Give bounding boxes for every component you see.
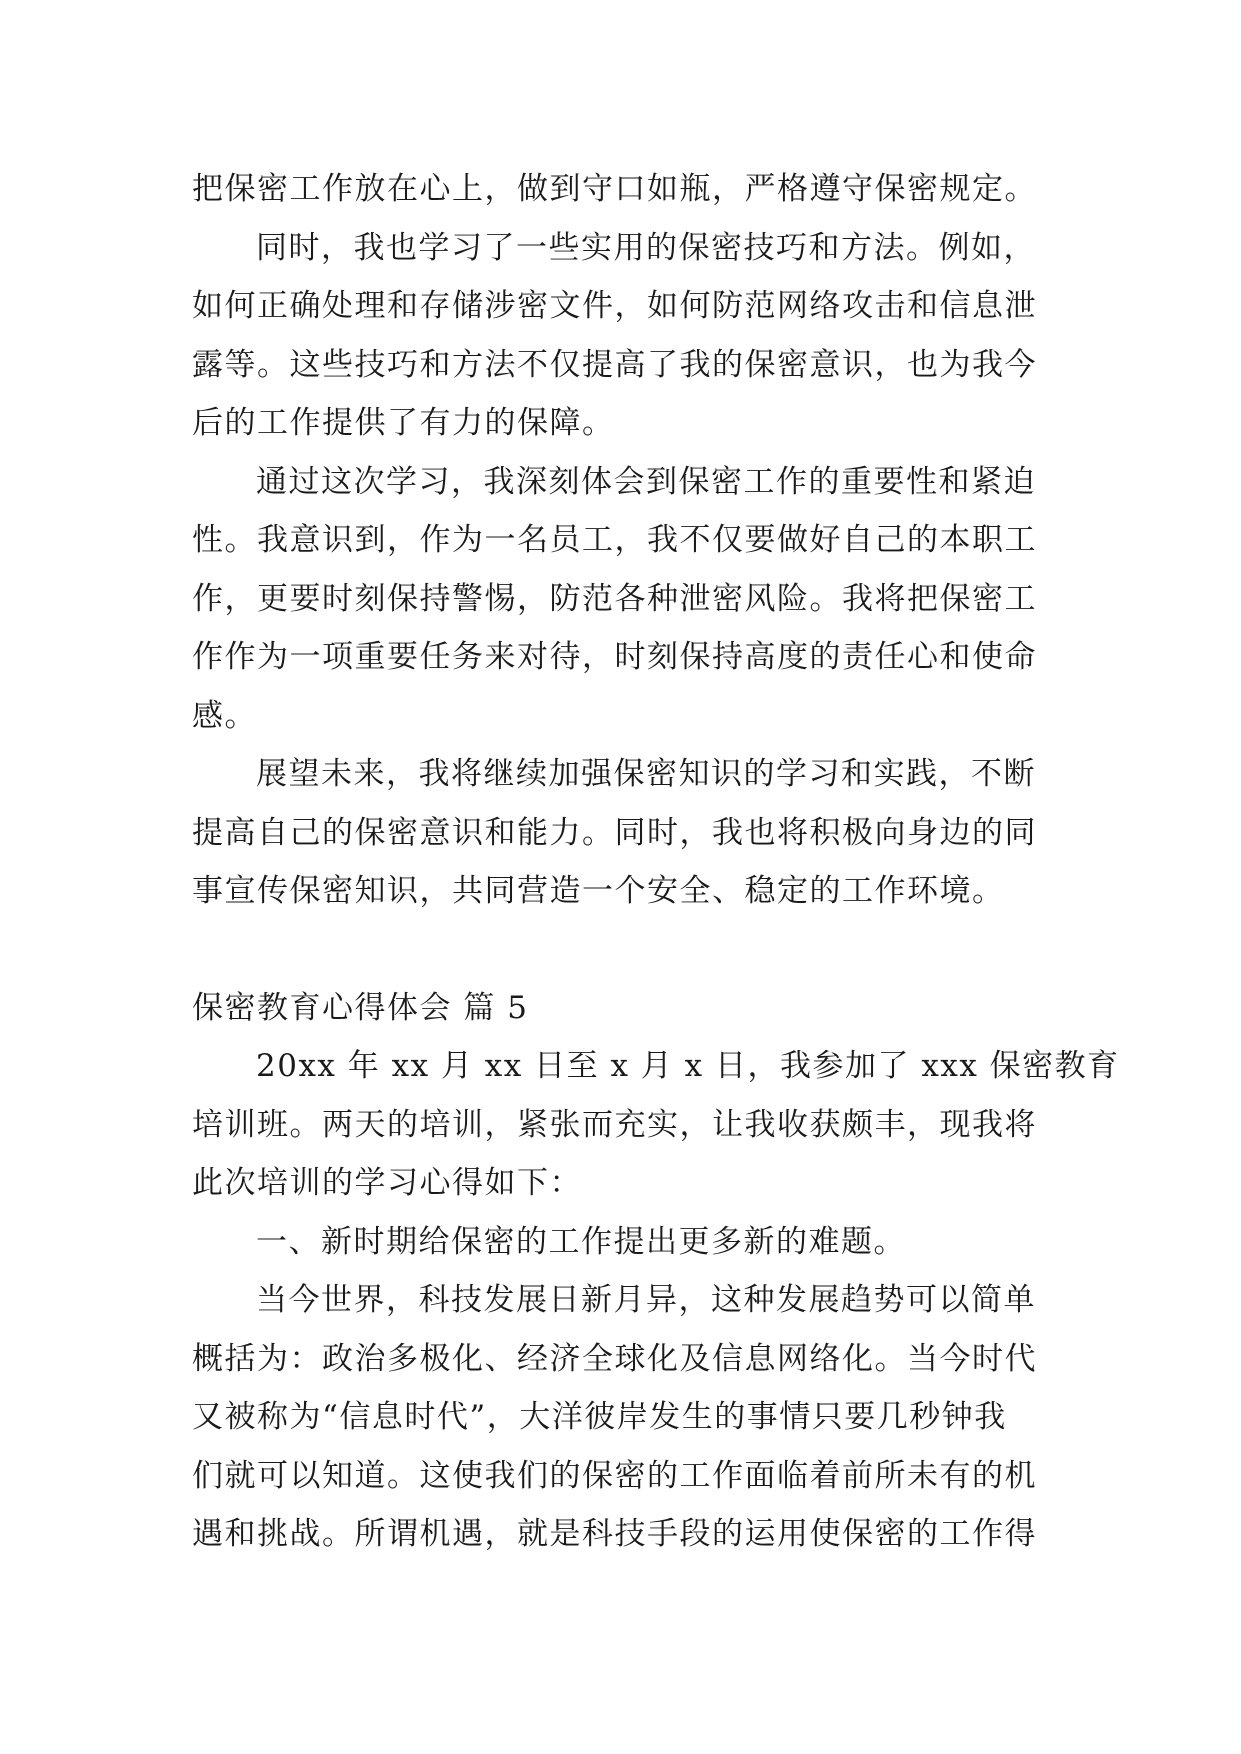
para-4 [192,745,1062,921]
text-line: 当今世界，科技发展日新月异，这种发展趋势可以简单 [256,1282,1036,1318]
para-7 [192,1271,1062,1564]
text-line: 作作为一项重要任务来对待，时刻保持高度的责任心和使命 [192,639,1037,675]
text-line: 展望未来，我将继续加强保密知识的学习和实践，不断 [256,756,1036,792]
text-line: 20xx 年 xx 月 xx 日至 x 月 x 日，我参加了 xxx 保密教育 [256,1048,1120,1084]
text-line: 如何正确处理和存储涉密文件，如何防范网络攻击和信息泄 [192,288,1037,324]
text-line: 同时，我也学习了一些实用的保密技巧和方法。例如， [256,229,1036,266]
para-2 [192,219,1062,453]
para-5 [192,1037,1120,1213]
text-line: 们就可以知道。这使我们的保密的工作面临着前所未有的机 [192,1457,1037,1494]
para-6 [192,1213,1062,1272]
document-page [192,160,1120,1564]
text-line: 一、新时期给保密的工作提出更多新的难题。 [256,1223,906,1260]
text-line: 后的工作提供了有力的保障。 [192,405,615,441]
text-line: 提高自己的保密意识和能力。同时，我也将积极向身边的同 [192,814,1037,851]
text-line: 又被称为“信息时代”，大洋彼岸发生的事情只要几秒钟我 [192,1399,1007,1435]
text-line: 通过这次学习，我深刻体会到保密工作的重要性和紧迫 [256,463,1036,500]
text-line: 露等。这些技巧和方法不仅提高了我的保密意识，也为我今 [192,346,1037,383]
section-title: 保密教育心得体会 篇 5 [192,989,529,1026]
para-1 [192,160,1062,219]
text-line: 培训班。两天的培训，紧张而充实，让我收获颇丰，现我将 [192,1106,1037,1143]
text-line: 性。我意识到，作为一名员工，我不仅要做好自己的本职工 [192,522,1037,558]
para-3 [192,453,1062,746]
text-line: 作，更要时刻保持警惕，防范各种泄密风险。我将把保密工 [192,580,1037,617]
text-line: 遇和挑战。所谓机遇，就是科技手段的运用使保密的工作得 [192,1516,1037,1552]
text-line: 感。 [192,697,257,734]
text-line: 此次培训的学习心得如下： [192,1165,582,1201]
text-line: 把保密工作放在心上，做到守口如瓶，严格遵守保密规定。 [192,171,1037,207]
text-line: 事宣传保密知识，共同营造一个安全、稳定的工作环境。 [192,873,1005,909]
text-line: 概括为：政治多极化、经济全球化及信息网络化。当今时代 [192,1340,1037,1377]
